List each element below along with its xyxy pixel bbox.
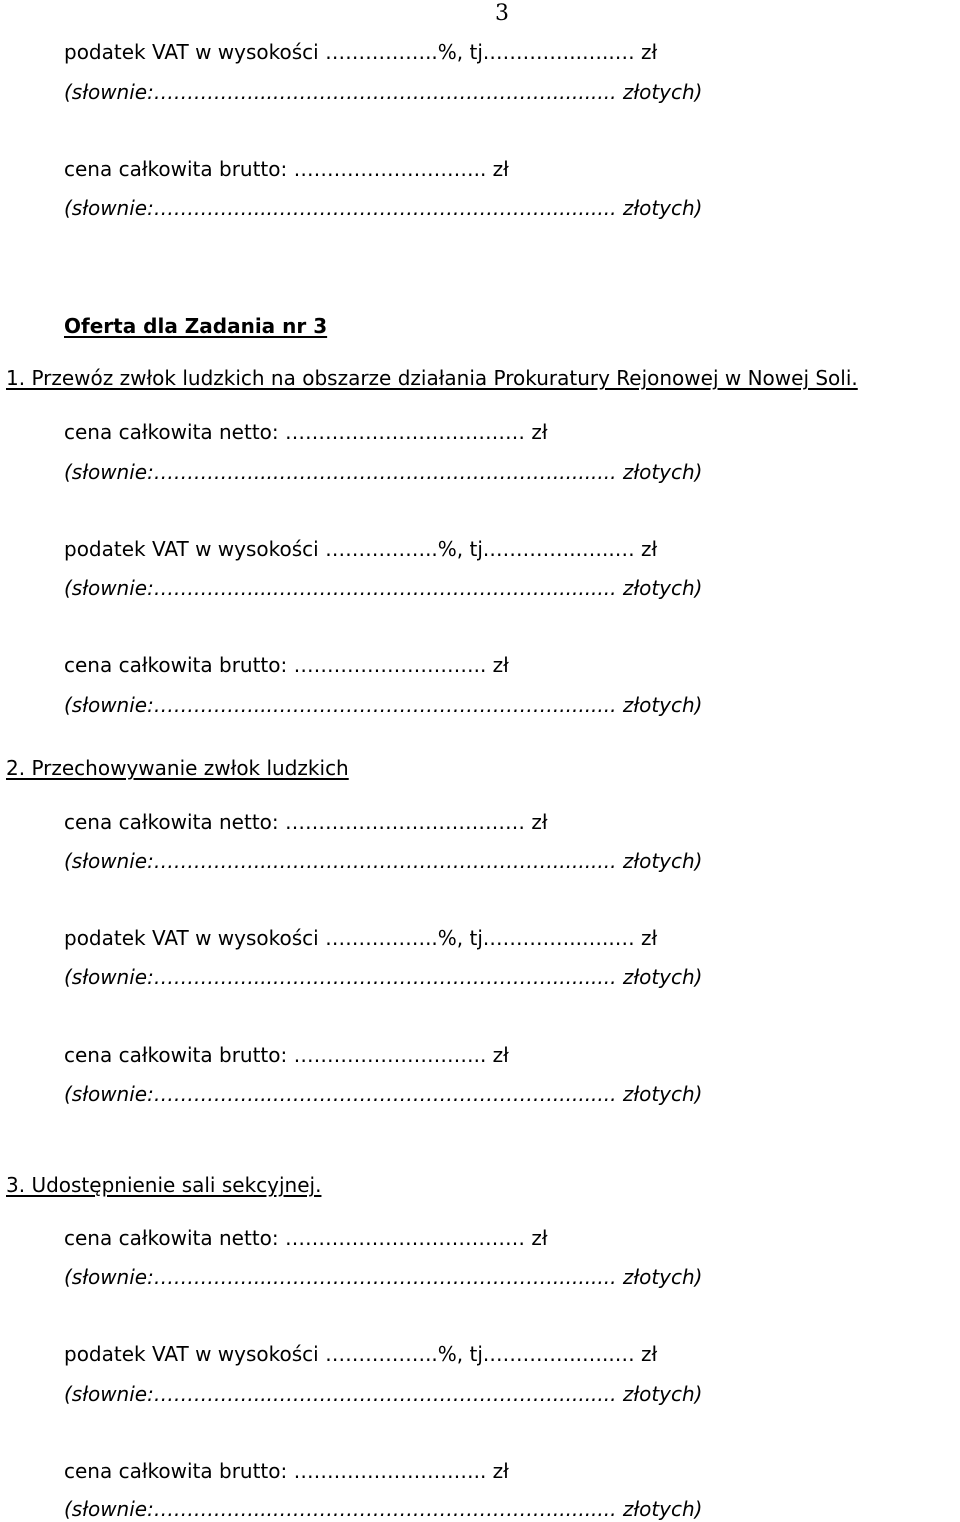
vat-line: podatek VAT w wysokości ……………..%, tj.…………..…..… zł (64, 40, 658, 64)
item-2-heading: 2. Przechowywanie zwłok ludzkich (6, 756, 349, 780)
item-3-heading: 3. Udostępnienie sali sekcyjnej. (6, 1173, 322, 1197)
vat-in-words: (słownie:……………...…………………………………….......... złotych) (64, 80, 703, 104)
offer-title: Oferta dla Zadania nr 3 (64, 314, 328, 338)
item-2-gross-line: cena całkowita brutto: ……………………….. zł (64, 1043, 509, 1067)
item-2-net-in-words: (słownie:……………...…………………………………….......... złotych) (64, 849, 703, 873)
item-1-net-line: cena całkowita netto: ……………………………… zł (64, 420, 548, 444)
item-1-gross-in-words: (słownie:……………...…………………………………….......... złotych) (64, 693, 703, 717)
item-1-vat-line: podatek VAT w wysokości ……………..%, tj.…………..…..… zł (64, 537, 658, 561)
item-2-vat-line: podatek VAT w wysokości ……………..%, tj.…………..…..… zł (64, 926, 658, 950)
item-1-net-in-words: (słownie:……………...…………………………………….......... złotych) (64, 460, 703, 484)
item-1-vat-in-words: (słownie:……………...…………………………………….......... złotych) (64, 576, 703, 600)
item-2-net-line: cena całkowita netto: ……………………………… zł (64, 810, 548, 834)
item-2-gross-in-words: (słownie:……………...…………………………………….......... złotych) (64, 1082, 703, 1106)
item-2-vat-in-words: (słownie:……………...…………………………………….......... złotych) (64, 965, 703, 989)
gross-price-line: cena całkowita brutto: ……………………….. zł (64, 157, 509, 181)
gross-in-words: (słownie:……………...…………………………………….......... złotych) (64, 196, 703, 220)
item-3-gross-in-words: (słownie:……………...…………………………………….......... złotych) (64, 1497, 703, 1521)
item-3-net-in-words: (słownie:……………...…………………………………….......... złotych) (64, 1265, 703, 1289)
item-3-net-line: cena całkowita netto: ……………………………… zł (64, 1226, 548, 1250)
item-3-vat-line: podatek VAT w wysokości ……………..%, tj.…………..…..… zł (64, 1342, 658, 1366)
page-number: 3 (495, 1, 509, 26)
item-3-vat-in-words: (słownie:……………...…………………………………….......... złotych) (64, 1382, 703, 1406)
item-1-heading: 1. Przewóz zwłok ludzkich na obszarze działania Prokuratury Rejonowej w Nowej Soli. (6, 366, 858, 390)
item-3-gross-line: cena całkowita brutto: ……………………….. zł (64, 1459, 509, 1483)
item-1-gross-line: cena całkowita brutto: ……………………….. zł (64, 653, 509, 677)
